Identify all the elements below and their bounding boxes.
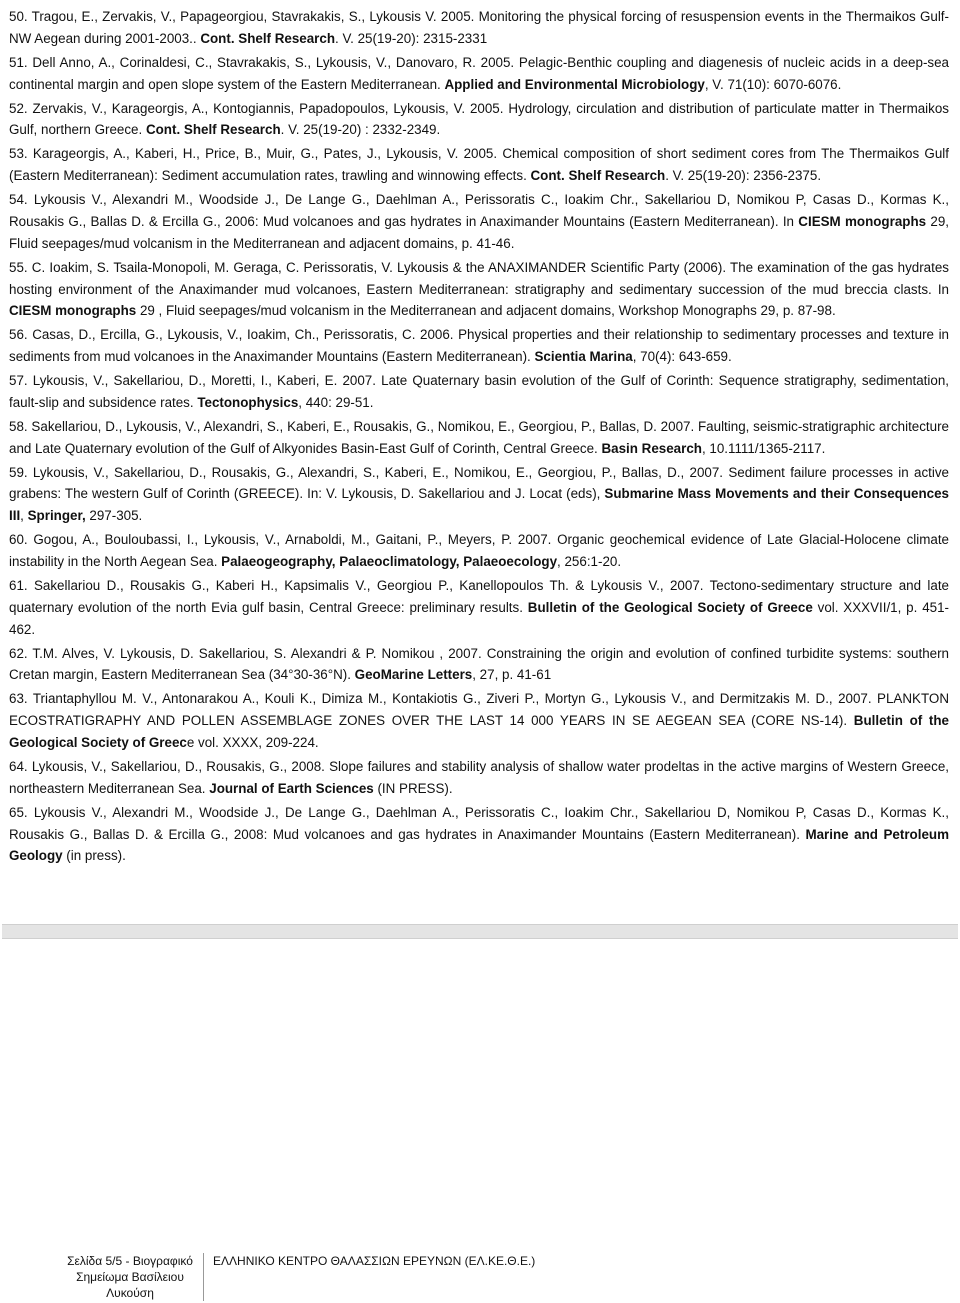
reference-item: [9, 529, 949, 573]
reference-text: 60. Gogou, A., Bouloubassi, I., Lykousis, V., Arnaboldi, M., Gaitani, P., Meyers, P. 2007. Organic geochemical evidence of Late Glacial-Holocene climate instability in the North Aegean Sea.: [9, 532, 949, 569]
reference-source: Applied and Environmental Microbiology: [444, 76, 705, 92]
reference-text: (in press).: [62, 848, 126, 864]
reference-text: , 440: 29-51.: [298, 394, 374, 410]
reference-source: Cont. Shelf Research: [530, 168, 666, 184]
reference-item: [9, 416, 949, 460]
reference-item: [9, 98, 949, 142]
reference-text: . V. 25(19-20) : 2332-2349.: [280, 122, 441, 138]
reference-text: vol. XXXVII/1, p. 451-462.: [9, 599, 949, 637]
reference-source: Tectonophysics: [197, 394, 299, 410]
reference-text: 62. T.M. Alves, V. Lykousis, D. Sakellariou, S. Alexandri & P. Nomikou , 2007. Constraining the origin and evolution of confined turbidite systems: southern Cretan margin, Eastern Mediterranean Sea (34°30-36°N).: [9, 645, 949, 683]
reference-text: (IN PRESS).: [373, 780, 453, 796]
reference-source: Springer,: [27, 508, 86, 524]
reference-source: Submarine Mass Movements and their Consequences III: [9, 486, 949, 524]
reference-source: Cont. Shelf Research: [200, 30, 336, 46]
reference-text: 54. Lykousis V., Alexandri M., Woodside J., De Lange G., Daehlman A., Perissoratis C., Ioakim Chr., Sakellariou D, Nomikou P, Casas D., Kormas K., Rousakis G., Ballas D. & Ercilla G., 2006: Mud volcanoes and gas hydrates in Anaximander Mountains (Eastern Mediterranean). In: [9, 192, 949, 229]
reference-item: [9, 257, 949, 322]
reference-source: Marine and Petroleum Geology: [9, 826, 949, 864]
reference-text: 53. Karageorgis, A., Kaberi, H., Price, B., Muir, G., Pates, J., Lykousis, V. 2005. Chemical composition of short sediment cores from The Thermaikos Gulf (Eastern Mediterranean): Sediment accumulation rates, trawling and winnowing effects.: [9, 146, 949, 184]
reference-text: 64. Lykousis, V., Sakellariou, D., Rousakis, G., 2008. Slope failures and stability analysis of shallow water prodeltas in the active margins of Western Greece, northeastern Mediterranean Sea.: [9, 758, 949, 796]
reference-source: GeoMarine Letters: [354, 667, 473, 683]
reference-item: [9, 6, 949, 50]
reference-text: 52. Zervakis, V., Karageorgis, A., Kontogiannis, Papadopoulos, Lykousis, V. 2005. Hydrology, circulation and distribution of particulate matter in Thermaikos Gulf, northern Greece.: [9, 100, 949, 138]
reference-source: Journal of Earth Sciences: [209, 780, 374, 796]
reference-item: [9, 643, 949, 687]
reference-text: , 10.1111/1365-2117.: [701, 440, 826, 456]
section-divider: [2, 924, 958, 939]
reference-source: CIESM monographs: [9, 303, 137, 319]
reference-text: 55. C. Ioakim, S. Tsaila-Monopoli, M. Geraga, C. Perissoratis, V. Lykousis & the ANAXIMANDER Scientific Party (2006). The examination of the gas hydrates hosting environment of the Anaximander mud volcanoes, Eastern Mediterranean: stratigraphy and sedimentary succession of the mud breccia clasts. In: [9, 259, 949, 297]
reference-text: ,: [20, 508, 28, 524]
reference-source: Scientia Marina: [534, 349, 633, 365]
reference-text: 57. Lykousis, V., Sakellariou, D., Moretti, I., Kaberi, E. 2007. Late Quaternary basin evolution of the Gulf of Corinth: Sequence stratigraphy, sedimentation, fault-slip and subsidence rates.: [9, 373, 949, 410]
reference-text: , 256:1-20.: [557, 554, 622, 569]
reference-text: 56. Casas, D., Ercilla, G., Lykousis, V., Ioakim, Ch., Perissoratis, C. 2006. Physical properties and their relationship to sedimentary processes and texture in sediments from mud volcanoes in the Anaximander Mountains (Eastern Mediterranean).: [9, 327, 949, 365]
footer-page-info: Σελίδα 5/5 - Βιογραφικό Σημείωμα Βασίλειου Λυκούση: [67, 1254, 193, 1300]
reference-source: Bulletin of the Geological Society of Greec: [9, 713, 950, 750]
reference-text: e vol. XXXX, 209-224.: [186, 734, 319, 750]
reference-text: , V. 71(10): 6070-6076.: [704, 76, 842, 92]
reference-text: 29, Fluid seepages/mud volcanism in the Mediterranean and adjacent domains, p. 41-46.: [9, 213, 949, 251]
reference-item: [9, 802, 949, 867]
reference-text: 50. Tragou, E., Zervakis, V., Papageorgiou, Stavrakakis, S., Lykousis V. 2005. Monitoring the physical forcing of resuspension events in the Thermaikos Gulf-NW Aegean during 2001-2003..: [9, 9, 949, 46]
reference-text: 29 , Fluid seepages/mud volcanism in the Mediterranean and adjacent domains, Workshop Monographs 29, p. 87-98.: [136, 303, 836, 319]
reference-item: [9, 143, 949, 187]
reference-item: [9, 52, 949, 96]
reference-text: 58. Sakellariou, D., Lykousis, V., Alexandri, S., Kaberi, E., Rousakis, G., Nomikou, E., Georgiou, P., Ballas, D. 2007. Faulting, seismic-stratigraphic architecture and Late Quaternary evolution of the Gulf of Alkyonides Basin-East Gulf of Corinth, Central Greece.: [9, 418, 949, 456]
reference-source: Cont. Shelf Research: [145, 122, 281, 138]
reference-item: [9, 756, 949, 800]
reference-text: 297-305.: [85, 508, 143, 524]
reference-text: 65. Lykousis V., Alexandri M., Woodside J., De Lange G., Daehlman A., Perissoratis C., Ioakim Chr., Sakellariou D, Nomikou P, Casas D., Kormas K., Rousakis G., Ballas D. & Ercilla G., 2008: Mud volcanoes and gas hydrates in Anaximander Mountains (Eastern Mediterranean).: [9, 804, 949, 842]
reference-item: [9, 189, 949, 254]
footer-separator: [203, 1253, 204, 1301]
reference-source: Bulletin of the Geological Society of Greece: [527, 599, 813, 615]
reference-text: , 27, p. 41-61: [472, 667, 552, 683]
reference-text: 59. Lykousis, V., Sakellariou, D., Rousakis, G., Alexandri, S., Kaberi, E., Nomikou, E., Georgiou, P., Ballas, D., 2007. Sediment failure processes in active grabens: The western Gulf of Corinth (GREECE). In: V. Lykousis, D. Sakellariou and J. Locat (eds),: [9, 464, 949, 502]
reference-text: . V. 25(19-20): 2356-2375.: [665, 168, 822, 184]
reference-item: [9, 688, 949, 753]
reference-text: 63. Triantaphyllou M. V., Antonarakou A., Kouli K., Dimiza M., Kontakiotis G., Ziveri P., Mortyn G., Lykousis V., and Dermitzakis M. D., 2007. PLANKTON ECOSTRATIGRAPHY AND POLLEN ASSEMBLAGE ZONES OVER THE LAST 14 000 YEARS IN SE AEGEAN SEA (CORE NS-14).: [9, 691, 949, 729]
reference-source: Palaeogeography, Palaeoclimatology, Palaeoecology: [221, 554, 558, 569]
reference-text: . V. 25(19-20): 2315-2331: [335, 30, 488, 46]
reference-item: [9, 324, 949, 368]
reference-item: [9, 370, 949, 414]
reference-item: [9, 575, 949, 640]
reference-item: [9, 462, 949, 527]
reference-source: CIESM monographs: [798, 213, 927, 229]
reference-list: [9, 6, 949, 869]
footer-institution: ΕΛΛΗΝΙΚΟ ΚΕΝΤΡΟ ΘΑΛΑΣΣΙΩΝ ΕΡΕΥΝΩΝ (ΕΛ.ΚΕ.Θ.Ε.): [213, 1254, 536, 1268]
reference-text: 61. Sakellariou D., Rousakis G., Kaberi H., Kapsimalis V., Georgiou P., Kanellopoulos Th. & Lykousis V., 2007. Tectono-sedimentary structure and late quaternary evolution of the north Evia gulf basin, Central Greece: preliminary results.: [9, 577, 949, 615]
reference-text: 51. Dell Anno, A., Corinaldesi, C., Stavrakakis, S., Lykousis, V., Danovaro, R. 2005. Pelagic-Benthic coupling and diagenesis of nucleic acids in a deep-sea continental margin and open slope system of the Eastern Mediterranean.: [9, 54, 949, 92]
reference-source: Basin Research: [601, 440, 702, 456]
reference-text: , 70(4): 643-659.: [632, 349, 732, 365]
